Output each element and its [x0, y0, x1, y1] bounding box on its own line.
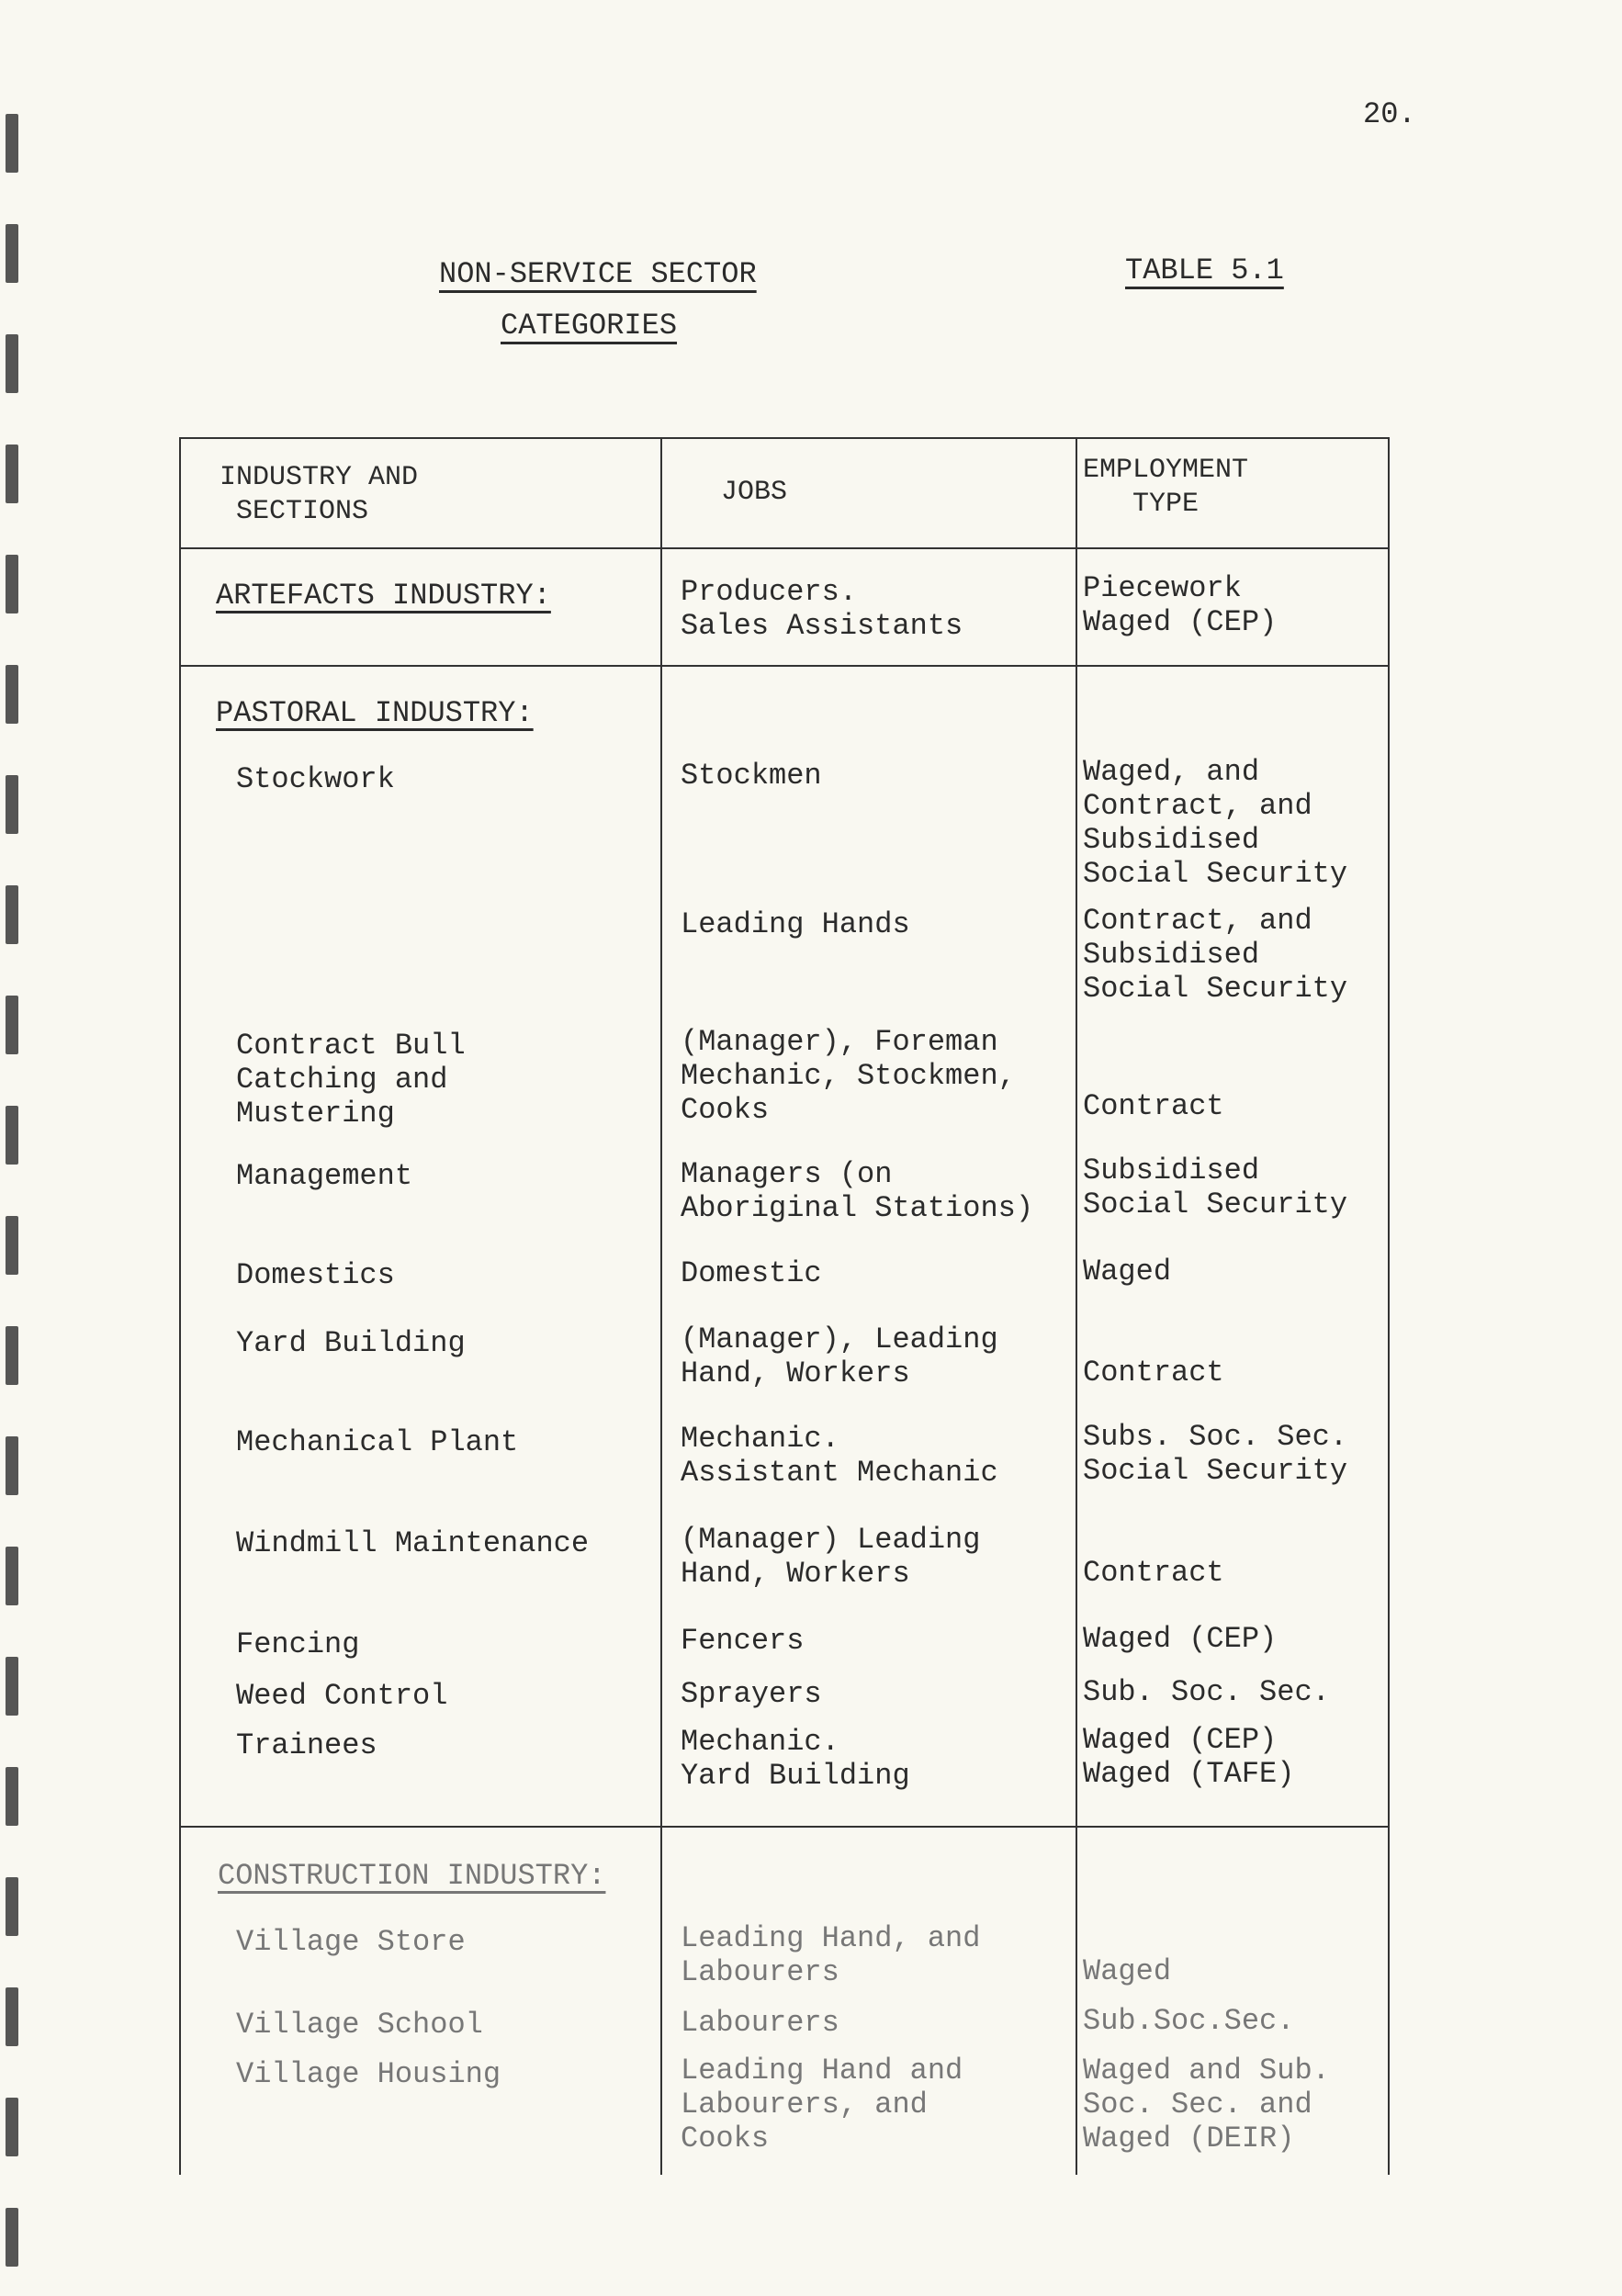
binding-hole [6, 555, 18, 613]
construction-employment: Waged [1083, 1954, 1172, 1988]
binding-hole [6, 665, 18, 724]
pastoral-employment: Contract, and Subsidised Social Security [1083, 904, 1348, 1006]
pastoral-employment: Contract [1083, 1356, 1224, 1390]
pastoral-section: Management [236, 1159, 413, 1193]
pastoral-employment: Waged [1083, 1255, 1172, 1289]
page-subtitle: CATEGORIES [501, 309, 678, 343]
pastoral-section: Contract Bull Catching and Mustering [236, 1029, 466, 1131]
pastoral-jobs: Sprayers [681, 1677, 822, 1711]
column-divider [660, 437, 662, 2175]
binding-hole [6, 445, 18, 503]
table-border [179, 437, 1390, 439]
column-divider [1076, 437, 1077, 2175]
binding-hole [6, 334, 18, 393]
binding-hole [6, 1767, 18, 1826]
pastoral-employment: Contract [1083, 1556, 1224, 1590]
binding-hole [6, 1657, 18, 1716]
row-divider [179, 1826, 1390, 1828]
binding-hole [6, 1547, 18, 1605]
section-heading-pastoral: PASTORAL INDUSTRY: [216, 696, 534, 730]
column-header-employment: EMPLOYMENT TYPE [1083, 455, 1249, 520]
binding-holes [0, 0, 28, 2296]
page-title: NON-SERVICE SECTOR [439, 257, 757, 291]
pastoral-jobs: Stockmen [681, 759, 822, 793]
pastoral-section: Yard Building [236, 1326, 466, 1360]
pastoral-jobs: Mechanic. Yard Building [681, 1725, 910, 1793]
construction-section: Village Housing [236, 2057, 501, 2091]
construction-section: Village Store [236, 1925, 466, 1959]
binding-hole [6, 1877, 18, 1936]
pastoral-section: Mechanical Plant [236, 1425, 519, 1459]
binding-hole [6, 1106, 18, 1165]
binding-hole [6, 224, 18, 283]
pastoral-employment: Subsidised Social Security [1083, 1154, 1348, 1221]
binding-hole [6, 2098, 18, 2156]
column-header-jobs: JOBS [721, 477, 788, 508]
binding-hole [6, 885, 18, 944]
pastoral-employment: Waged (CEP) [1083, 1622, 1278, 1656]
binding-hole [6, 775, 18, 834]
pastoral-jobs: (Manager) Leading Hand, Workers [681, 1523, 981, 1591]
pastoral-section: Windmill Maintenance [236, 1526, 590, 1560]
binding-hole [6, 996, 18, 1054]
table-border [179, 437, 181, 2175]
binding-hole [6, 114, 18, 173]
pastoral-jobs: Domestic [681, 1256, 822, 1290]
section-heading-artefacts: ARTEFACTS INDUSTRY: [216, 579, 551, 613]
pastoral-section: Stockwork [236, 762, 395, 796]
binding-hole [6, 1987, 18, 2046]
section-heading-construction: CONSTRUCTION INDUSTRY: [218, 1859, 606, 1893]
table-label: TABLE 5.1 [1125, 253, 1284, 287]
construction-jobs: Leading Hand and Labourers, and Cooks [681, 2054, 963, 2155]
pastoral-section: Trainees [236, 1728, 377, 1762]
pastoral-employment: Subs. Soc. Sec. Social Security [1083, 1420, 1348, 1488]
row-divider [179, 665, 1390, 667]
column-header-industry: INDUSTRY AND SECTIONS [220, 462, 419, 527]
artefacts-jobs: Producers. Sales Assistants [681, 575, 963, 643]
pastoral-jobs: (Manager), Foreman Mechanic, Stockmen, Cooks [681, 1025, 1016, 1127]
construction-jobs: Leading Hand, and Labourers [681, 1921, 981, 1989]
construction-employment: Waged and Sub. Soc. Sec. and Waged (DEIR) [1083, 2054, 1330, 2155]
categories-table [179, 437, 1390, 2175]
binding-hole [6, 1326, 18, 1385]
row-divider [179, 547, 1390, 549]
binding-hole [6, 2208, 18, 2267]
construction-employment: Sub.Soc.Sec. [1083, 2004, 1295, 2038]
pastoral-jobs: (Manager), Leading Hand, Workers [681, 1322, 998, 1390]
table-border [1388, 437, 1390, 2175]
pastoral-section: Domestics [236, 1258, 395, 1292]
pastoral-jobs: Leading Hands [681, 907, 910, 941]
pastoral-jobs: Mechanic. Assistant Mechanic [681, 1422, 998, 1490]
pastoral-section: Fencing [236, 1627, 360, 1661]
page-number: 20. [1363, 97, 1416, 131]
pastoral-employment: Waged (CEP) Waged (TAFE) [1083, 1723, 1295, 1791]
artefacts-employment: Piecework Waged (CEP) [1083, 571, 1278, 639]
pastoral-jobs: Fencers [681, 1624, 805, 1658]
pastoral-section: Weed Control [236, 1679, 448, 1713]
construction-jobs: Labourers [681, 2006, 839, 2040]
construction-section: Village School [236, 2008, 483, 2042]
pastoral-jobs: Managers (on Aboriginal Stations) [681, 1157, 1034, 1225]
binding-hole [6, 1436, 18, 1495]
pastoral-employment: Waged, and Contract, and Subsidised Social Security [1083, 755, 1348, 891]
binding-hole [6, 1216, 18, 1275]
pastoral-employment: Contract [1083, 1089, 1224, 1123]
pastoral-employment: Sub. Soc. Sec. [1083, 1675, 1330, 1709]
